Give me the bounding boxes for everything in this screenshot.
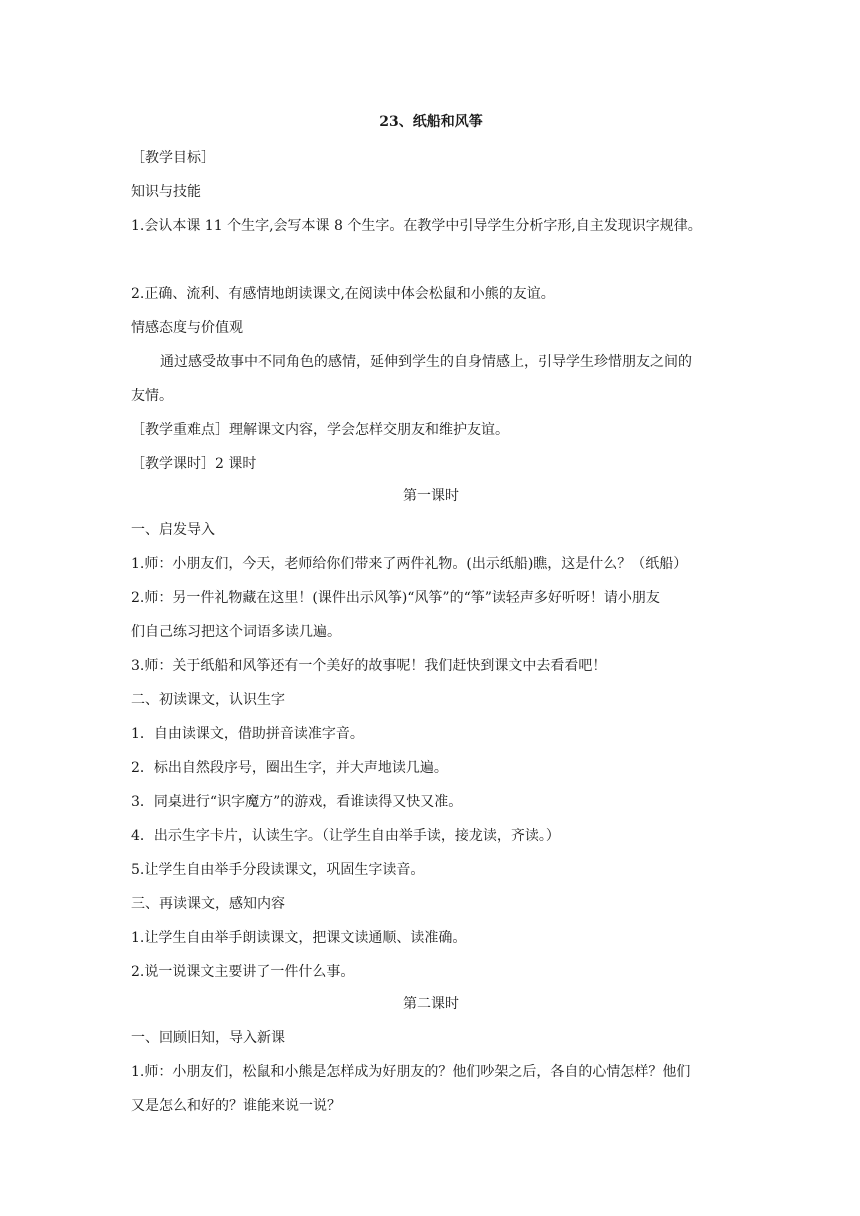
paragraph: 1.师：小朋友们，今天，老师给你们带来了两件礼物。(出示纸船)瞧，这是什么？（纸船） [131, 556, 688, 572]
subheading-knowledge-skills: 知识与技能 [131, 184, 201, 200]
paragraph: 3.师：关于纸船和风筝还有一个美好的故事呢！我们赶快到课文中去看看吧！ [131, 658, 607, 674]
list-item: 3．同桌进行“识字魔方”的游戏，看谁读得又快又准。 [131, 794, 463, 810]
subheading-emotion-values: 情感态度与价值观 [131, 320, 243, 336]
section-heading: 三、再读课文，感知内容 [131, 896, 285, 912]
paragraph: 2.正确、流利、有感情地朗读课文,在阅读中体会松鼠和小熊的友谊。 [131, 286, 555, 302]
paragraph: 通过感受故事中不同角色的感情，延伸到学生的自身情感上，引导学生珍惜朋友之间的 [160, 354, 692, 370]
list-item: 1．自由读课文，借助拼音读准字音。 [131, 726, 364, 742]
paragraph: 们自己练习把这个词语多读几遍。 [131, 624, 341, 640]
list-item: 2.说一说课文主要讲了一件什么事。 [131, 964, 355, 980]
section-heading-class-hours: ［教学课时］2 课时 [131, 456, 257, 472]
paragraph: 1.师：小朋友们，松鼠和小熊是怎样成为好朋友的？他们吵架之后，各自的心情怎样？他们 [131, 1064, 691, 1080]
paragraph: 2.师：另一件礼物藏在这里！(课件出示风筝)“风筝”的“筝”读轻声多好听呀！请小朋友 [131, 590, 660, 606]
section-heading: 一、启发导入 [131, 522, 215, 538]
section-heading-teaching-goals: ［教学目标］ [131, 150, 215, 166]
paragraph: 友情。 [131, 388, 173, 404]
section-heading-key-points: ［教学重难点］理解课文内容，学会怎样交朋友和维护友谊。 [131, 422, 509, 438]
section-heading: 一、回顾旧知，导入新课 [131, 1030, 285, 1046]
list-item: 5.让学生自由举手分段读课文，巩固生字读音。 [131, 862, 425, 878]
list-item: 4．出示生字卡片，认读生字。（让学生自由举手读，接龙读，齐读。） [131, 828, 560, 844]
list-item: 1.让学生自由举手朗读课文，把课文读通顺、读准确。 [131, 930, 467, 946]
list-item: 2．标出自然段序号，圈出生字，并大声地读几遍。 [131, 760, 448, 776]
page-title: 23、纸船和风筝 [379, 114, 483, 130]
paragraph: 1.会认本课 11 个生字,会写本课 8 个生字。在教学中引导学生分析字形,自主发现识字规律。 [131, 218, 702, 234]
section-heading: 二、初读课文，认识生字 [131, 692, 285, 708]
paragraph: 又是怎么和好的？谁能来说一说？ [131, 1098, 341, 1114]
lesson-heading-second: 第二课时 [403, 996, 459, 1012]
lesson-heading-first: 第一课时 [403, 488, 459, 504]
